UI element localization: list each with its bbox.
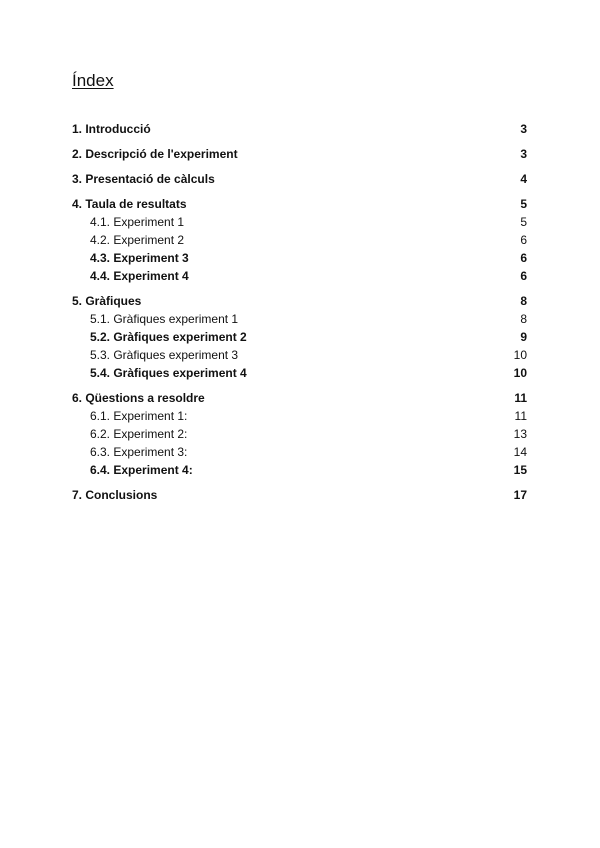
toc-entry-label: 6.3. Experiment 3: <box>90 445 188 459</box>
toc-entry-page: 5 <box>520 215 527 229</box>
toc-subentry-4-4[interactable] <box>72 267 527 285</box>
toc-entry-page: 13 <box>513 427 527 441</box>
toc-entry-page: 10 <box>513 348 527 362</box>
toc-subentry-5-4[interactable] <box>72 364 527 382</box>
document-page <box>72 70 527 504</box>
toc-entry-page: 15 <box>513 463 527 477</box>
toc-subentry-4-2[interactable] <box>72 231 527 249</box>
toc-entry-label: 5.3. Gràfiques experiment 3 <box>90 348 239 362</box>
toc-entry-label: 4.2. Experiment 2 <box>90 233 185 247</box>
toc-entry-introduccio[interactable] <box>72 120 527 138</box>
toc-entry-page: 8 <box>520 294 527 308</box>
toc-entry-label: 4.1. Experiment 1 <box>90 215 185 229</box>
toc-entry-taula[interactable] <box>72 195 527 213</box>
toc-entry-page: 11 <box>514 409 527 423</box>
toc-subentry-5-2[interactable] <box>72 328 527 346</box>
toc-subentry-6-1[interactable] <box>72 407 527 425</box>
toc-entry-page: 17 <box>513 488 527 502</box>
toc-entry-page: 14 <box>513 445 527 459</box>
toc-subentry-4-3[interactable] <box>72 249 527 267</box>
toc-entry-label: 4. Taula de resultats <box>72 197 187 211</box>
toc-entry-page: 8 <box>520 312 527 326</box>
toc-entry-questions[interactable] <box>72 389 527 407</box>
toc-entry-page: 6 <box>520 233 527 247</box>
table-of-contents <box>72 120 527 504</box>
toc-entry-label: 3. Presentació de càlculs <box>72 172 215 186</box>
toc-entry-label: 6.4. Experiment 4: <box>90 463 193 477</box>
toc-entry-label: 5.2. Gràfiques experiment 2 <box>90 330 247 344</box>
toc-subentry-4-1[interactable] <box>72 213 527 231</box>
toc-entry-page: 3 <box>520 122 527 136</box>
toc-entry-label: 6.1. Experiment 1: <box>90 409 188 423</box>
toc-entry-label: 6.2. Experiment 2: <box>90 427 188 441</box>
toc-entry-label: 7. Conclusions <box>72 488 158 502</box>
toc-entry-label: 1. Introducció <box>72 122 151 136</box>
toc-subentry-5-1[interactable] <box>72 310 527 328</box>
toc-entry-label: 6. Qüestions a resoldre <box>72 391 205 405</box>
toc-subentry-5-3[interactable] <box>72 346 527 364</box>
toc-entry-conclusions[interactable] <box>72 486 527 504</box>
toc-entry-page: 9 <box>520 330 527 344</box>
toc-entry-label: 5. Gràfiques <box>72 294 142 308</box>
toc-subentry-6-2[interactable] <box>72 425 527 443</box>
toc-entry-page: 6 <box>520 269 527 283</box>
toc-entry-label: 5.1. Gràfiques experiment 1 <box>90 312 239 326</box>
toc-entry-page: 3 <box>520 147 527 161</box>
toc-entry-label: 2. Descripció de l'experiment <box>72 147 238 161</box>
toc-entry-page: 5 <box>520 197 527 211</box>
toc-entry-page: 6 <box>520 251 527 265</box>
toc-entry-page: 11 <box>514 391 527 405</box>
toc-entry-label: 4.3. Experiment 3 <box>90 251 189 265</box>
toc-entry-label: 4.4. Experiment 4 <box>90 269 189 283</box>
toc-entry-grafiques[interactable] <box>72 292 527 310</box>
toc-entry-page: 4 <box>520 172 527 186</box>
toc-entry-calculs[interactable] <box>72 170 527 188</box>
index-title: Índex <box>72 71 114 90</box>
toc-subentry-6-3[interactable] <box>72 443 527 461</box>
toc-entry-descripcio[interactable] <box>72 145 527 163</box>
toc-subentry-6-4[interactable] <box>72 461 527 479</box>
toc-entry-label: 5.4. Gràfiques experiment 4 <box>90 366 247 380</box>
toc-entry-page: 10 <box>513 366 527 380</box>
